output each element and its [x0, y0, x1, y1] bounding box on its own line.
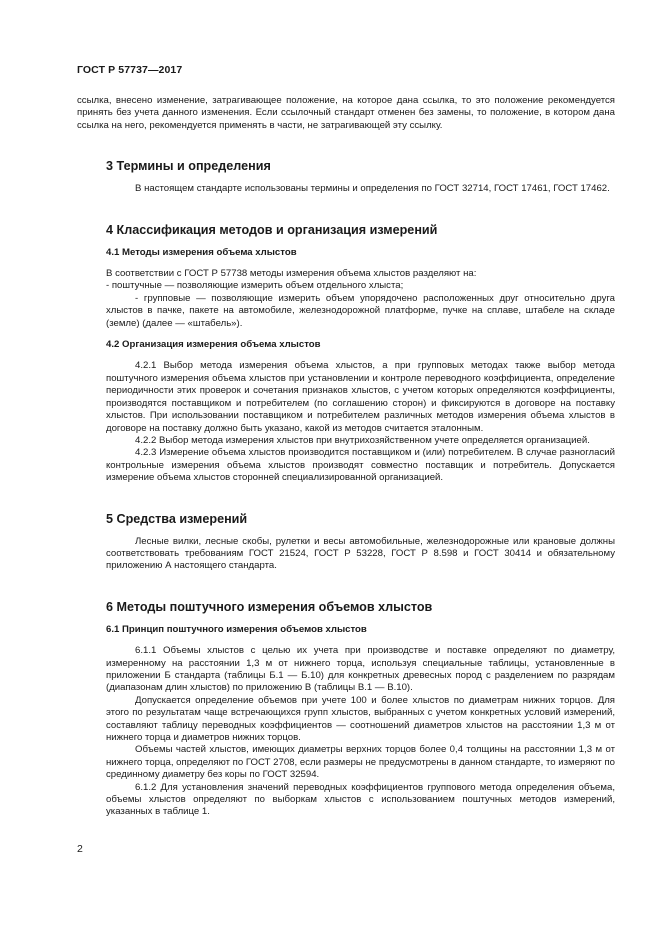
section-4-1-paragraph-1: В соответствии с ГОСТ Р 57738 методы измерения объема хлыстов разделяют на:: [106, 268, 477, 280]
section-4-2-2-paragraph: 4.2.2 Выбор метода измерения хлыстов при внутрихозяйственном учете определяется организацией.: [135, 434, 590, 446]
section-4-1-heading: 4.1 Методы измерения объема хлыстов: [106, 246, 297, 258]
section-4-heading: 4 Классификация методов и организация измерений: [106, 222, 438, 237]
section-3-paragraph: В настоящем стандарте использованы термины и определения по ГОСТ 32714, ГОСТ 17461, ГОСТ 17462.: [135, 183, 610, 195]
section-6-1-1-paragraph: 6.1.1 Объемы хлыстов с целью их учета при производстве и поставке определяют по диаметру, измеренному на расстоянии 1,3 м от нижнего торца, используя специальные таблицы, установленные в приложении Б стандарта (таблицы Б.1 — Б.10) для конкретных древесных пород с разделением по разрядам (диапазонам длин хлыстов) по приложению В (таблицы В.1 — В.10).: [106, 645, 615, 694]
section-4-1-list-item-1: - поштучные — позволяющие измерить объем отдельного хлыста;: [106, 280, 404, 292]
section-4-2-heading: 4.2 Организация измерения объема хлыстов: [106, 339, 321, 351]
intro-paragraph: ссылка, внесено изменение, затрагивающее положение, на которое дана ссылка, то это положение рекомендуется принять без учета данного изменения. Если ссылочный стандарт отменен без замены, то положение, в котором дана ссылка на него, рекомендуется применять в части, не затрагивающей эту ссылку.: [77, 95, 615, 131]
section-6-1-heading: 6.1 Принцип поштучного измерения объемов хлыстов: [106, 623, 367, 635]
section-4-2-3-paragraph: 4.2.3 Измерение объема хлыстов производится поставщиком и (или) потребителем. В случае разногласий контрольные измерения объема хлыстов производят совместно поставщик и потребитель. Допускается измерение объема хлыстов сторонней специализированной организацией.: [106, 447, 615, 484]
section-6-heading: 6 Методы поштучного измерения объемов хлыстов: [106, 599, 433, 614]
document-body: [77, 95, 615, 819]
section-4-2-1-paragraph: 4.2.1 Выбор метода измерения объема хлыстов, а при групповых методах также выбор метода поштучного измерения объема хлыстов при установлении и контроле переводного коэффициента, определение периодичности этих проверок и сочетания признаков хлыстов, с учетом которых определяются коэффициенты, производятся поставщиком и потребителем (по соглашению сторон) и фиксируются в договоре на поставку хлыстов. При использовании поставщиком и потребителем различных методов измерения объема хлыстов в договоре на поставку должно быть указано, какой из методов считается эталонным.: [106, 360, 615, 434]
section-5-heading: 5 Средства измерений: [106, 511, 248, 526]
section-6-1-1-paragraph-2: Допускается определение объемов при учете 100 и более хлыстов по диаметрам нижних торцов. Для этого по результатам чаще встречающихся групп хлыстов, выбранных с учетом конкретных условий измерений, составляют таблицу переводных коэффициентов — соотношений диаметров хлыстов на расстоянии 1,3 м от нижнего торца и диаметров нижних торцов.: [106, 694, 615, 743]
section-6-1-1-paragraph-3: Объемы частей хлыстов, имеющих диаметры верхних торцов более 0,4 толщины на расстоянии 1,3 м от нижнего торца, определяют по ГОСТ 2708, если размеры не предусмотрены в данном стандарте, то измеряют по срединному диаметру без коры по ГОСТ 32594.: [106, 744, 615, 781]
section-3-heading: 3 Термины и определения: [106, 159, 271, 174]
section-6-1-2-paragraph: 6.1.2 Для установления значений переводных коэффициентов группового метода определения объема, объемы хлыстов определяют по выборкам хлыстов с использованием поштучных методов измерений, указанных в таблице 1.: [106, 781, 615, 818]
document-code-header: ГОСТ Р 57737—2017: [77, 64, 183, 76]
section-4-1-list-item-2: - групповые — позволяющие измерить объем упорядочено расположенных друг относительно друга хлыстов в пачке, пакете на автомобиле, железнодорожной платформе, пучке на сплаве, штабеле на складе (земле) (далее — «штабель»).: [106, 292, 615, 329]
page-number: 2: [77, 843, 83, 855]
section-5-paragraph: Лесные вилки, лесные скобы, рулетки и весы автомобильные, железнодорожные или крановые должны соответствовать требованиям ГОСТ 21524, ГОСТ Р 53228, ГОСТ Р 8.598 и ГОСТ 30414 и обязательному приложению А настоящего стандарта.: [106, 535, 615, 572]
